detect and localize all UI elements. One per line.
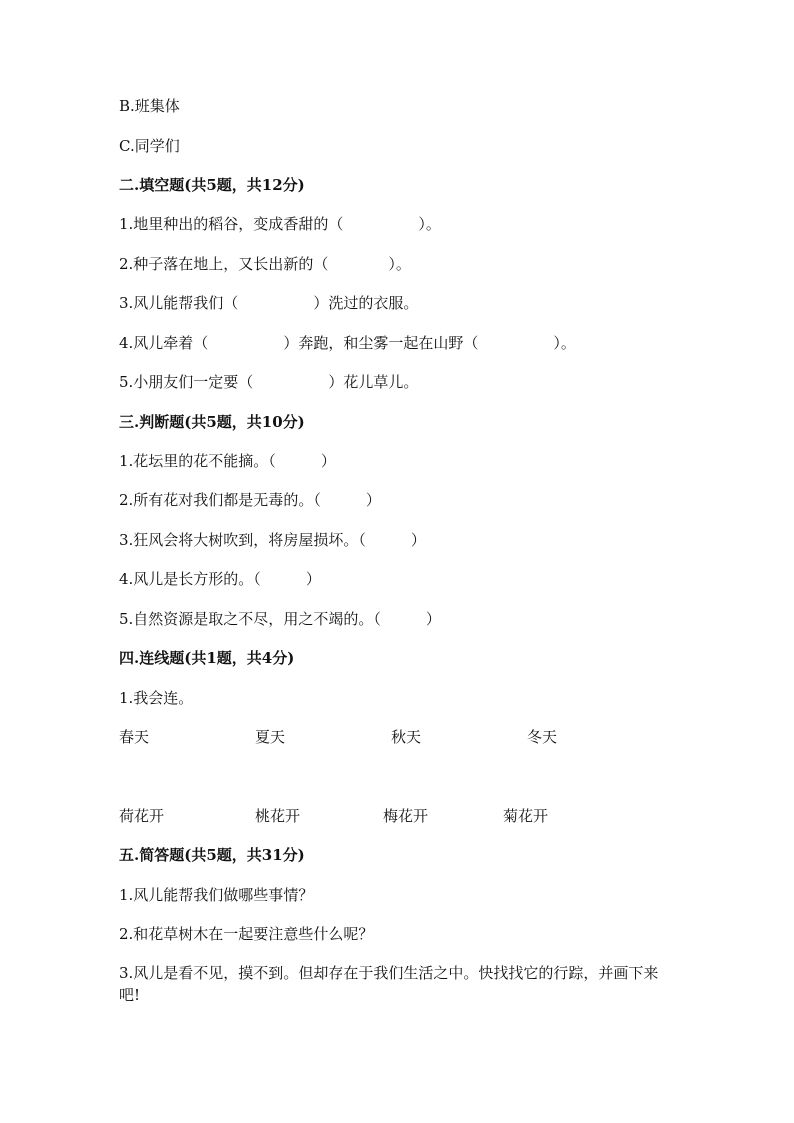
- season-word: 秋天: [391, 728, 422, 746]
- fill-blank-question-1: 1.地里种出的稻谷，变成香甜的（ ）。: [119, 215, 441, 233]
- section-heading-matching: 四.连线题(共1题，共4分): [119, 649, 295, 667]
- section-heading-true-false: 三.判断题(共5题，共10分): [119, 413, 305, 431]
- true-false-question-5: 5.自然资源是取之不尽，用之不竭的。（ ）: [119, 610, 441, 628]
- true-false-question-3: 3.狂风会将大树吹到，将房屋损坏。（ ）: [119, 531, 426, 549]
- fill-blank-question-5: 5.小朋友们一定要（ ）花儿草儿。: [119, 373, 419, 391]
- true-false-question-4: 4.风儿是长方形的。（ ）: [119, 570, 321, 588]
- short-answer-question-3: 3.风儿是看不见，摸不到。但却存在于我们生活之中。快找找它的行踪，并画下来吧!: [119, 964, 659, 1004]
- fill-blank-question-4: 4.风儿牵着（ ）奔跑，和尘雾一起在山野（ ）。: [119, 334, 576, 352]
- season-word: 春天: [119, 728, 150, 746]
- matching-question: 1.我会连。: [119, 689, 194, 707]
- true-false-question-2: 2.所有花对我们都是无毒的。（ ）: [119, 491, 381, 509]
- flower-word: 桃花开: [255, 807, 301, 825]
- flower-word: 梅花开: [383, 807, 429, 825]
- short-answer-question-1: 1.风儿能帮我们做哪些事情？: [119, 886, 314, 904]
- true-false-question-1: 1.花坛里的花不能摘。（ ）: [119, 452, 336, 470]
- section-heading-fill-blank: 二.填空题(共5题，共12分): [119, 176, 305, 194]
- section-heading-short-answer: 五.简答题(共5题，共31分): [119, 846, 305, 864]
- fill-blank-question-2: 2.种子落在地上，又长出新的（ ）。: [119, 255, 411, 273]
- flower-word: 菊花开: [503, 807, 549, 825]
- fill-blank-question-3: 3.风儿能帮我们（ ）洗过的衣服。: [119, 294, 419, 312]
- option-c: C.同学们: [119, 137, 180, 155]
- season-word: 冬天: [527, 728, 558, 746]
- short-answer-question-2: 2.和花草树木在一起要注意些什么呢？: [119, 925, 374, 943]
- option-b: B.班集体: [119, 97, 180, 115]
- flower-word: 荷花开: [119, 807, 165, 825]
- season-word: 夏天: [255, 728, 286, 746]
